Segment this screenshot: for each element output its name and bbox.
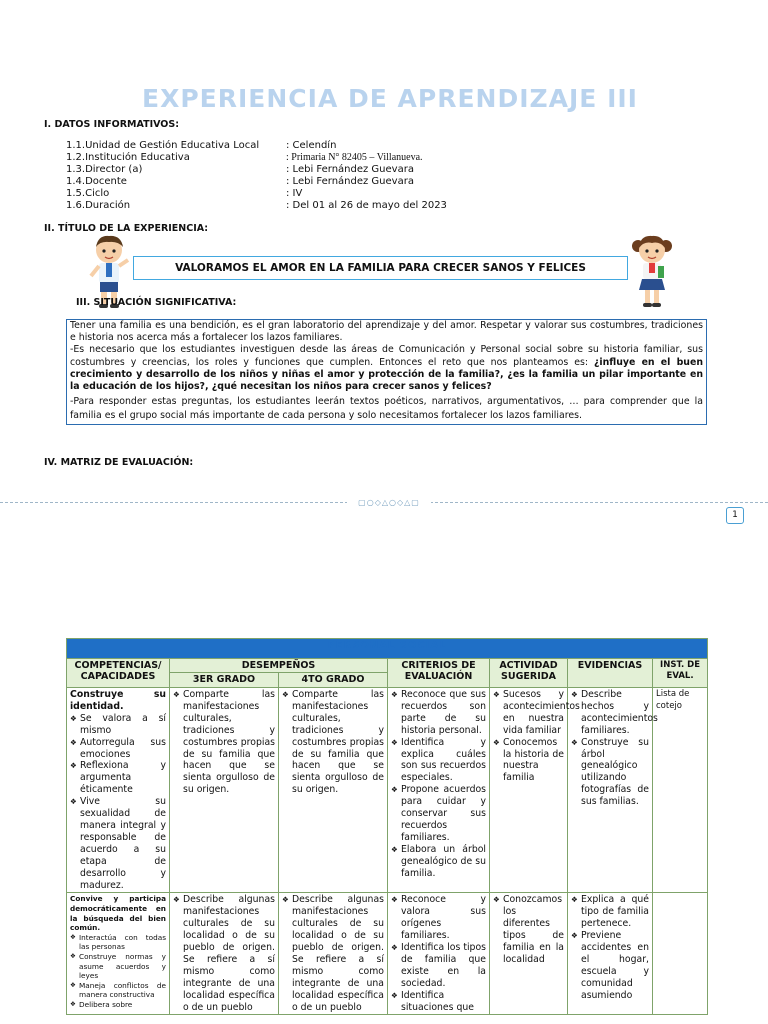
list-item: ❖ Identifica y explica cuáles son sus recuerdos especiales. (391, 737, 486, 785)
table-banner-row (67, 639, 708, 659)
page-break-marks: ▢○◇△○◇△▢ (347, 498, 431, 508)
info-row (66, 140, 447, 152)
list-item: ❖ Reconoce y valora sus orígenes familiares. (391, 894, 486, 942)
header-criterios: CRITERIOS DE EVALUACIÓN (388, 659, 490, 688)
situation-questions: ¿influye en el buen crecimiento y desarrollo de los niños y niñas el amor y protección de la familia?, ¿es la familia un pilar importante en la educación de los hijos?, ¿qué necesitan los niños para crecer sanos y felices? (70, 356, 704, 393)
document-title: EXPERIENCIA DE APRENDIZAJE III (142, 84, 638, 113)
capacidades-list (70, 713, 166, 892)
area-banner: PERSONAL SOCIAL (67, 639, 708, 659)
datos-informativos (66, 140, 447, 212)
info-row (66, 164, 447, 176)
criterios-cell (388, 893, 490, 1015)
list-item: ❖ Delibera sobre (70, 1000, 166, 1010)
section-situacion-heading: III. SITUACIÓN SIGNIFICATIVA: (76, 297, 237, 308)
info-label: 1.3.Director (a) (66, 164, 143, 175)
situation-paragraph (70, 344, 703, 393)
list-item: ❖ Se valora a sí mismo (70, 713, 166, 737)
info-row (66, 200, 447, 212)
instrumento-cell (653, 893, 708, 1015)
section-datos-heading: I. DATOS INFORMATIVOS: (44, 119, 180, 130)
list-item: ❖ Describe algunas manifestaciones culturales de su localidad o de su pueblo de origen. Se refiere a sí mismo como integrante de una localidad específica o de un pueblo (282, 894, 384, 1013)
table-row (67, 688, 708, 893)
info-row (66, 188, 447, 200)
header-grado3: 3ER GRADO (170, 673, 279, 688)
list-item: ❖ Construye su árbol genealógico utilizando fotografías de sus familias. (571, 737, 649, 808)
list-item: ❖ Conozcamos los diferentes tipos de familia en la localidad (493, 894, 564, 965)
capacidades-list (70, 933, 166, 1010)
info-label: 1.5.Ciclo (66, 188, 110, 199)
competencia-cell (67, 688, 170, 893)
situation-paragraph: Tener una familia es una bendición, es el gran laboratorio del aprendizaje y del amor. Respetar y valorar sus costumbres, tradiciones e historia nos acerca más a fortalecer los lazos familiares. (70, 320, 703, 344)
info-value: : Lebi Fernández Guevara (286, 176, 414, 187)
girl-illustration (630, 232, 674, 310)
desempeno-4to-cell (279, 688, 388, 893)
header-actividad: ACTIVIDAD SUGERIDA (490, 659, 568, 688)
list-item: ❖ Elabora un árbol genealógico de su familia. (391, 844, 486, 880)
info-row (66, 152, 447, 164)
evaluation-matrix-table (66, 638, 708, 1015)
info-label: 1.6.Duración (66, 200, 131, 211)
list-item: ❖ Sucesos y acontecimientos en nuestra vida familiar (493, 689, 564, 737)
page-number: 1 (726, 507, 744, 524)
actividad-cell (490, 893, 568, 1015)
list-item: ❖ Describe algunas manifestaciones culturales de su localidad o de su pueblo de origen. Se refiere a sí mismo como integrante de una localidad específica o de un pueblo (173, 894, 275, 1013)
situation-text: -Es necesario que los estudiantes investiguen desde las áreas de Comunicación y Personal social sobre su historia familiar, sus costumbres y creencias, los roles y funciones que cumplen. Entonces el reto que nos planteamos es: (70, 344, 703, 368)
info-row (66, 176, 447, 188)
desempeno-4to-cell (279, 893, 388, 1015)
info-label: 1.1.Unidad de Gestión Educativa Local (66, 140, 260, 151)
list-item: ❖ Interactúa con todas las personas (70, 933, 166, 952)
info-value: : Del 01 al 26 de mayo del 2023 (286, 200, 447, 211)
list-item: ❖ Reflexiona y argumenta éticamente (70, 760, 166, 796)
info-value: : IV (286, 188, 303, 199)
header-inst: INST. DE EVAL. (653, 659, 708, 688)
situation-text-box (66, 319, 707, 425)
competencia-title: Construye su identidad. (70, 689, 166, 712)
instrumento-cell: Lista de cotejo (653, 688, 708, 893)
info-value: : Lebi Fernández Guevara (286, 164, 414, 175)
header-desempenos: DESEMPEÑOS (170, 659, 388, 673)
table-row (67, 893, 708, 1015)
info-label: 1.4.Docente (66, 176, 127, 187)
desempeno-3er-cell (170, 688, 279, 893)
list-item: ❖ Identifica situaciones que (391, 990, 486, 1014)
evidencias-cell (568, 688, 658, 893)
list-item: ❖ Autorregula sus emociones (70, 737, 166, 761)
list-item: ❖ Conocemos la historia de nuestra familia (493, 737, 564, 785)
list-item: ❖ Explica a qué tipo de familia pertenece. (571, 894, 649, 930)
list-item: ❖ Describe hechos y acontecimientos familiares. (571, 689, 649, 737)
criterios-cell (388, 688, 490, 893)
header-grado4: 4TO GRADO (279, 673, 388, 688)
evidencias-cell (568, 893, 653, 1015)
competencia-cell (67, 893, 170, 1015)
section-matriz-heading: IV. MATRIZ DE EVALUACIÓN: (44, 457, 194, 468)
actividad-cell (490, 688, 580, 893)
list-item: ❖ Comparte las manifestaciones culturales, tradiciones y costumbres propias de su familia que hacen que se sienta orgulloso de su origen. (173, 689, 275, 796)
situation-paragraph: -Para responder estas preguntas, los estudiantes leerán textos poéticos, narrativos, argumentativos, … para comprender que la familia es el grupo social más importante de cada persona y solo necesitamos fortalecer los lazos familiares. (70, 396, 703, 422)
experience-title-box: VALORAMOS EL AMOR EN LA FAMILIA PARA CRECER SANOS Y FELICES (133, 256, 628, 280)
header-competencias: COMPETENCIAS/ CAPACIDADES (67, 659, 170, 688)
desempeno-3er-cell (170, 893, 279, 1015)
info-value: : Celendín (286, 140, 337, 151)
info-value: : Primaria N° 82405 – Villanueva. (286, 152, 423, 163)
list-item: ❖ Vive su sexualidad de manera integral y responsable de acuerdo a su etapa de desarrollo y madurez. (70, 796, 166, 891)
header-evidencias: EVIDENCIAS (568, 659, 653, 688)
list-item: ❖ Previene accidentes en el hogar, escuela y comunidad asumiendo (571, 930, 649, 1001)
info-label: 1.2.Institución Educativa (66, 152, 190, 163)
list-item: ❖ Reconoce que sus recuerdos son parte de su historia personal. (391, 689, 486, 737)
list-item: ❖ Identifica los tipos de familia que existe en la sociedad. (391, 942, 486, 990)
competencia-title: Convive y participa democráticamente en la búsqueda del bien común. (70, 894, 166, 933)
table-header-row (67, 659, 708, 673)
list-item: ❖ Construye normas y asume acuerdos y leyes (70, 952, 166, 981)
section-titulo-heading: II. TÍTULO DE LA EXPERIENCIA: (44, 223, 209, 234)
list-item: ❖ Comparte las manifestaciones culturales, tradiciones y costumbres propias de su familia que hacen que se sienta orgulloso de su origen. (282, 689, 384, 796)
list-item: ❖ Maneja conflictos de manera constructiva (70, 981, 166, 1000)
list-item: ❖ Propone acuerdos para cuidar y conservar sus recuerdos familiares. (391, 784, 486, 844)
